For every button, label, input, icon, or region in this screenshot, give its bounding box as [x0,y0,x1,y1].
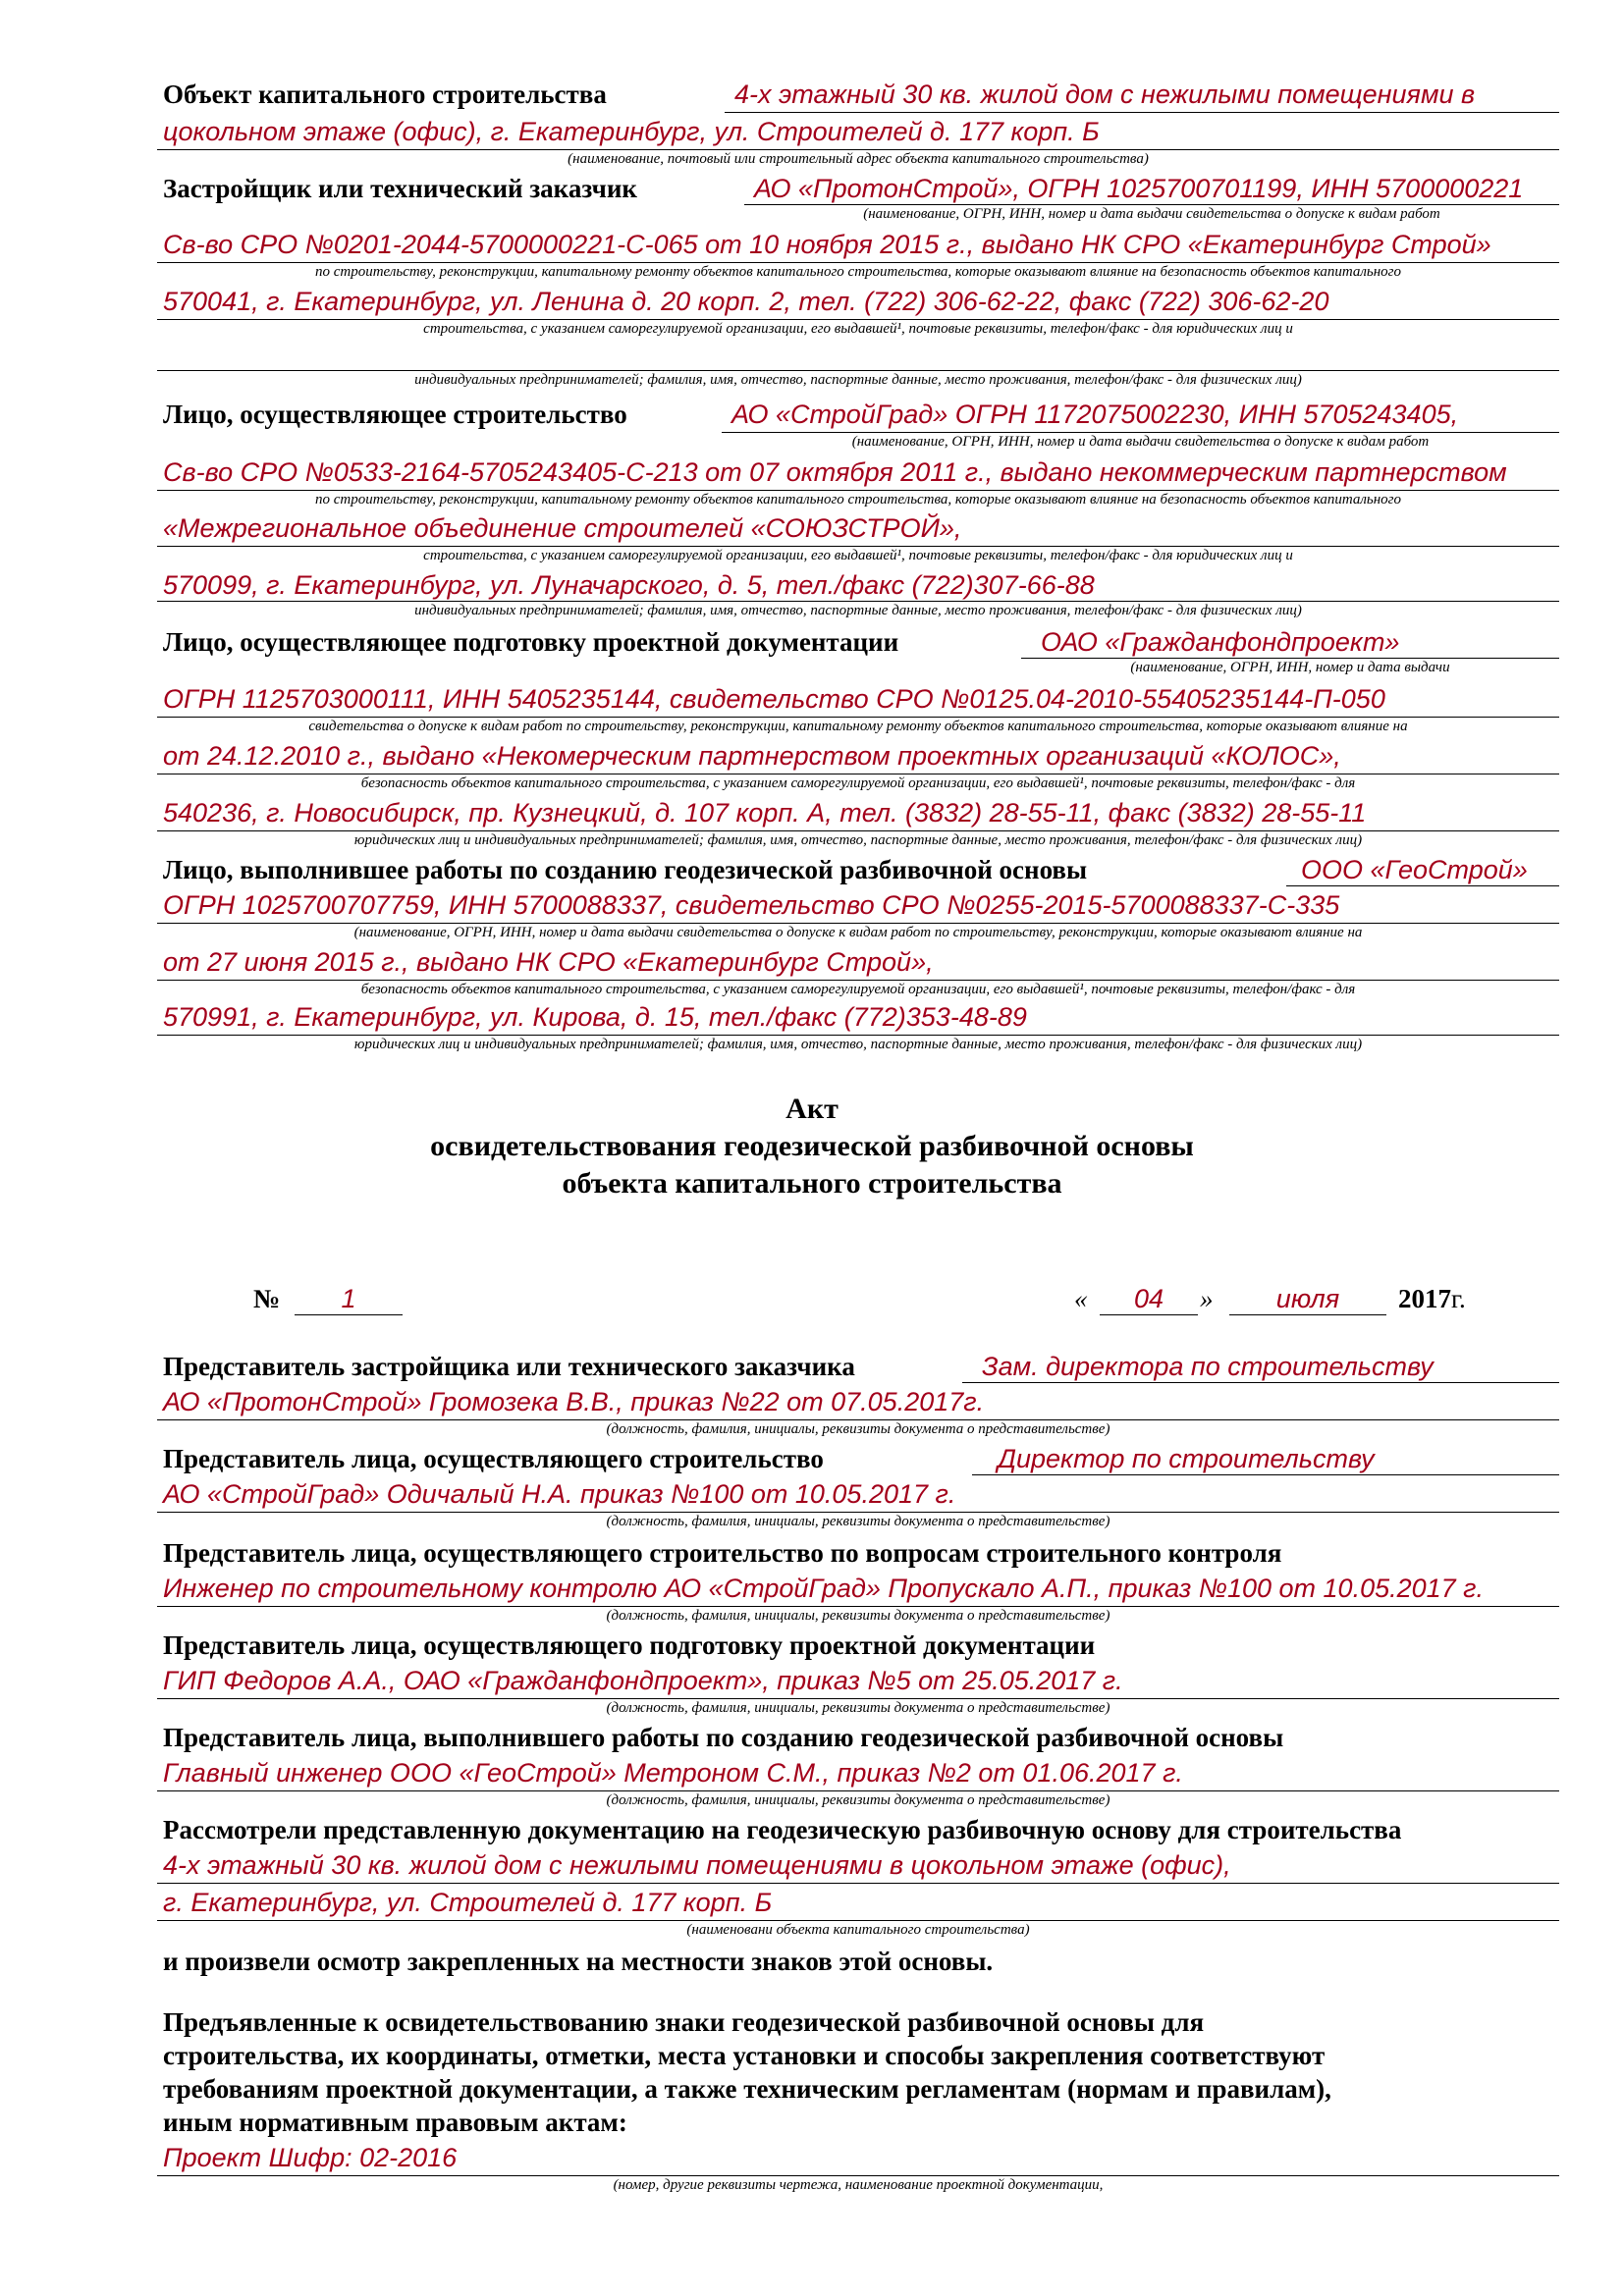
geo-field-line1[interactable]: ООО «ГеоСтрой» [1301,855,1528,884]
conclusion-line4: иным нормативным правовым актам: [163,2108,627,2137]
rep-design-field-line1[interactable]: ГИП Федоров А.А., ОАО «Гражданфондпроект», приказ №5 от 25.05.2017 г. [163,1666,1123,1695]
builder-caption: строительства, с указанием саморегулируемой организации, его выдавшей¹, почтовые реквизиты, телефон/факс - для юридических лиц и [423,548,1293,563]
date-year [1398,1283,1466,1314]
underline [1229,1314,1386,1315]
builder-caption: (наименование, ОГРН, ИНН, номер и дата выдачи свидетельства о допуске к видам работ [851,434,1430,450]
builder-label: Лицо, осуществляющее строительство [163,400,627,429]
geo-field-line2[interactable]: ОГРН 1025700707759, ИНН 5700088337, свидетельство СРО №0255-2015-5700088337-С-335 [163,890,1340,920]
object-field-line2[interactable]: цокольном этаже (офис), г. Екатеринбург, ул. Строителей д. 177 корп. Б [163,117,1100,146]
object-field-line1[interactable]: 4-х этажный 30 кв. жилой дом с нежилыми помещениями в [734,80,1476,109]
developer-caption: строительства, с указанием саморегулируемой организации, его выдавшей¹, почтовые реквизиты, телефон/факс - для юридических лиц и [423,321,1293,337]
builder-field-line4[interactable]: 570099, г. Екатеринбург, ул. Луначарского, д. 5, тел./факс (722)307-66-88 [163,570,1095,600]
rep-geo-field-line1[interactable]: Главный инженер ООО «ГеоСтрой» Метроном С.М., приказ №2 от 01.06.2017 г. [163,1758,1183,1788]
builder-caption: по строительству, реконструкции, капитальному ремонту объектов капитального строительства, которые оказывают влияние на безопасность объектов капитального [314,492,1402,507]
project-field[interactable]: Проект Шифр: 02-2016 [163,2143,458,2172]
developer-caption: индивидуальных предпринимателей; фамилия, имя, отчество, паспортные данные, место проживания, телефон/факс - для физических лиц) [414,372,1302,388]
developer-field-line1[interactable]: АО «ПротонСтрой», ОГРН 1025700701199, ИНН 5700000221 [754,174,1524,203]
date-quote-open: « [1074,1284,1088,1313]
project-caption: (номер, другие реквизиты чертежа, наименование проектной документации, [613,2177,1104,2193]
underline [962,1382,1559,1383]
designer-field-line2[interactable]: ОГРН 1125703000111, ИНН 5405235144, свидетельство СРО №0125.04-2010-55405235144-П-050 [163,684,1385,714]
rep-builder-label: Представитель лица, осуществляющего строительство [163,1444,824,1473]
rep-builder-field-line1[interactable]: Директор по строительству [998,1444,1375,1473]
rep-caption: (должность, фамилия, инициалы, реквизиты документа о представительстве) [606,1700,1110,1716]
developer-label: Застройщик или технический заказчик [163,174,637,203]
review-field-line2[interactable]: г. Екатеринбург, ул. Строителей д. 177 корп. Б [163,1888,773,1917]
rep-developer-field-line2[interactable]: АО «ПротонСтрой» Громозека В.В., приказ №22 от 07.05.2017г. [163,1387,985,1416]
rep-design-label: Представитель лица, осуществляющего подготовку проектной документации [163,1630,1096,1660]
rep-developer-field-line1[interactable]: Зам. директора по строительству [982,1352,1434,1381]
developer-field-line2[interactable]: Св-во СРО №0201-2044-5700000221-С-065 от 10 ноября 2015 г., выдано НК СРО «Екатеринбург Строй» [163,230,1491,259]
review-caption: (наименовани объекта капитального строительства) [686,1922,1030,1938]
rep-caption: (должность, фамилия, инициалы, реквизиты документа о представительстве) [606,1792,1110,1808]
underline [1100,1314,1198,1315]
rep-caption: (должность, фамилия, инициалы, реквизиты документа о представительстве) [606,1514,1110,1529]
object-caption: (наименование, почтовый или строительный адрес объекта капитального строительства) [568,151,1149,167]
designer-label: Лицо, осуществляющее подготовку проектной документации [163,627,899,657]
inspection-statement: и произвели осмотр закрепленных на местности знаков этой основы. [163,1947,994,1976]
builder-field-line3[interactable]: «Межрегиональное объединение строителей «СОЮЗСТРОЙ», [163,513,962,543]
act-number-field[interactable]: 1 [341,1284,356,1313]
designer-caption: безопасность объектов капитального строительства, с указанием саморегулируемой организации, его выдавшей¹, почтовые реквизиты, телефон/факс - для [360,775,1356,791]
geo-caption: юридических лиц и индивидуальных предпринимателей; фамилия, имя, отчество, паспортные данные, место проживания, телефон/факс - для физических лиц) [353,1037,1363,1052]
designer-field-line1[interactable]: ОАО «Гражданфондпроект» [1041,627,1400,657]
builder-field-line1[interactable]: АО «СтройГрад» ОГРН 1172075002230, ИНН 5705243405, [731,400,1459,429]
review-field-line1[interactable]: 4-х этажный 30 кв. жилой дом с нежилыми помещениями в цокольном этаже (офис), [163,1850,1231,1880]
rep-builder-field-line2[interactable]: АО «СтройГрад» Одичалый Н.А. приказ №100 от 10.05.2017 г. [163,1479,956,1509]
object-label: Объект капитального строительства [163,80,607,109]
underline [972,1474,1559,1475]
geo-caption: безопасность объектов капитального строительства, с указанием саморегулируемой организации, его выдавшей¹, почтовые реквизиты, телефон/факс - для [360,982,1356,997]
developer-caption: (наименование, ОГРН, ИНН, номер и дата выдачи свидетельства о допуске к видам работ [863,206,1440,222]
underline [1286,885,1559,886]
review-label: Рассмотрели представленную документацию на геодезическую разбивочную основу для строительства [163,1815,1402,1844]
underline [157,1883,1559,1884]
act-number-label: № [253,1284,281,1313]
geo-label: Лицо, выполнившее работы по созданию геодезической разбивочной основы [163,855,1088,884]
document-title-line2: освидетельствования геодезической разбивочной основы [430,1130,1194,1162]
geo-caption: (наименование, ОГРН, ИНН, номер и дата выдачи свидетельства о допуске к видам работ по строительству, реконструкции, которые оказывают влияние на [353,925,1363,940]
developer-caption: по строительству, реконструкции, капитальному ремонту объектов капитального строительства, которые оказывают влияние на безопасность объектов капитального [314,264,1402,280]
conclusion-line3: требованиям проектной документации, а также техническим регламентам (нормам и правилам), [163,2074,1331,2104]
designer-caption: свидетельства о допуске к видам работ по строительству, реконструкции, капитальному ремонту объектов капитального строительства, которые оказывают влияние на [308,719,1408,734]
builder-caption: индивидуальных предпринимателей; фамилия, имя, отчество, паспортные данные, место проживания, телефон/факс - для физических лиц) [414,603,1302,618]
designer-caption: юридических лиц и индивидуальных предпринимателей; фамилия, имя, отчество, паспортные данные, место проживания, телефон/факс - для физических лиц) [353,832,1363,848]
developer-field-line3[interactable]: 570041, г. Екатеринбург, ул. Ленина д. 20 корп. 2, тел. (722) 306-62-22, факс (722) 306-62-20 [163,287,1329,316]
rep-control-field-line1[interactable]: Инженер по строительному контролю АО «СтройГрад» Пропускало А.П., приказ №100 от 10.05.2017 г. [163,1574,1484,1603]
underline [725,112,1559,113]
rep-geo-label: Представитель лица, выполнившего работы по созданию геодезической разбивочной основы [163,1723,1284,1752]
geo-field-line3[interactable]: от 27 июня 2015 г., выдано НК СРО «Екатеринбург Строй», [163,947,934,977]
document-title-line3: объекта капитального строительства [562,1167,1062,1200]
conclusion-line2: строительства, их координаты, отметки, места установки и способы закрепления соответствуют [163,2041,1326,2070]
date-month-field[interactable]: июля [1275,1284,1340,1313]
date-year-value: 2017 [1398,1284,1451,1313]
rep-caption: (должность, фамилия, инициалы, реквизиты документа о представительстве) [606,1421,1110,1437]
date-quote-close: » [1200,1284,1214,1313]
underline [295,1314,403,1315]
document-title: Акт [785,1093,839,1125]
builder-field-line2[interactable]: Св-во СРО №0533-2164-5705243405-С-213 от 07 октября 2011 г., выдано некоммерческим партнерством [163,457,1507,487]
designer-caption: (наименование, ОГРН, ИНН, номер и дата выдачи [1130,660,1450,675]
date-day-field[interactable]: 04 [1133,1284,1164,1313]
rep-developer-label: Представитель застройщика или технического заказчика [163,1352,855,1381]
geo-field-line4[interactable]: 570991, г. Екатеринбург, ул. Кирова, д. 15, тел./факс (772)353-48-89 [163,1002,1027,1032]
rep-control-label: Представитель лица, осуществляющего строительство по вопросам строительного контроля [163,1538,1282,1568]
designer-field-line3[interactable]: от 24.12.2010 г., выдано «Некомерческим партнерством проектных организаций «КОЛОС», [163,741,1341,771]
conclusion-line1: Предъявленные к освидетельствованию знаки геодезической разбивочной основы для [163,2007,1205,2037]
date-year-suffix: г. [1451,1284,1466,1313]
designer-field-line4[interactable]: 540236, г. Новосибирск, пр. Кузнецкий, д. 107 корп. А, тел. (3832) 28-55-11, факс (3832) 28-55-11 [163,798,1367,828]
rep-caption: (должность, фамилия, инициалы, реквизиты документа о представительстве) [606,1608,1110,1624]
